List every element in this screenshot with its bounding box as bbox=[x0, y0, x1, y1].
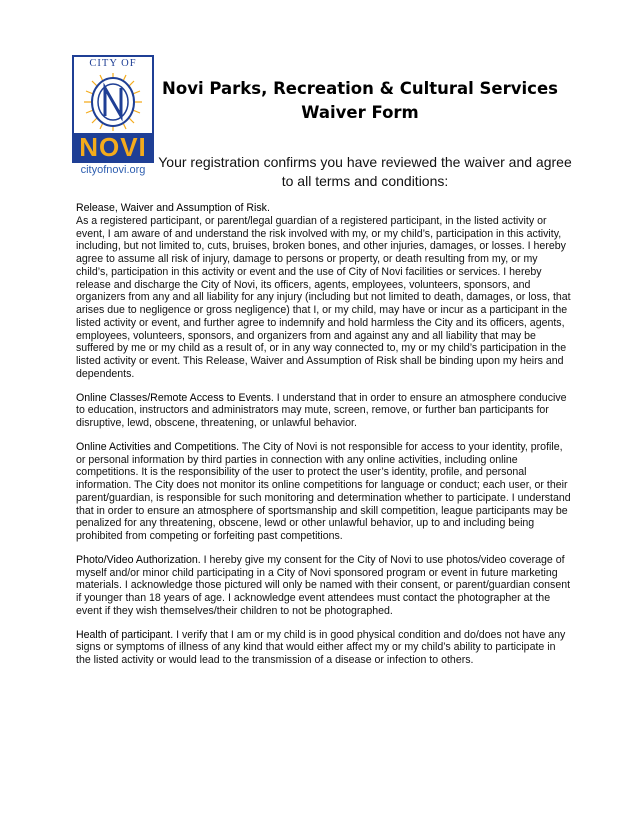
section-heading: Health of participant. bbox=[76, 628, 174, 641]
logo-seal-icon bbox=[78, 71, 148, 133]
section-heading: Online Classes/Remote Access to Events. bbox=[76, 391, 274, 404]
section-text: I understand that in order to ensure an atmosphere conducive to education, instructors and administrators may mute, screen, remove, or further ban participants for disruptive, lewd, obscene, threatening, or unlawful behavior. bbox=[76, 391, 567, 429]
section-text: The City of Novi is not responsible for access to your identity, profile, or personal information by third parties in connection with any online activities, including online competitions. It is the responsibility of the user to protect the user’s identity, profile, and personal information. The City does not monitor its online competitions for language or conduct; each user, or their parent/guardian, is responsible for such monitoring and determination whether to participate. I understand that in order to ensure an atmosphere of sportsmanship and skill competition, league participants may be penalized for any threatening, obscene, lewd or other unlawful behavior, up to and including being prohibited from competing or forfeiting past competitions. bbox=[76, 440, 571, 542]
logo-novi-text: NOVI bbox=[74, 133, 152, 161]
subtitle-line-1: Your registration confirms you have reviewed the waiver and agree bbox=[158, 154, 572, 170]
waiver-section-health bbox=[76, 629, 572, 667]
section-text: As a registered participant, or parent/legal guardian of a registered participant, in the listed activity or event, I am aware of and understand the risk involved with my, or my child’s, participation in this activity, including, but not limited to, cuts, bruises, broken bones, and other injuries, damages, or losses. I hereby agree to assume all risk of injury, damage to persons or property, or death resulting from my, or my child’s, participation in this activity or event and the use of City of Novi facilities or services. I hereby release and discharge the City of Novi, its officers, agents, employees, volunteers, sponsors, and organizers from any and all liability for any injury (including but not limited to death, damages, or loss, that arises due to negligence or gross negligence) that I, or my child, may have or incur as a participant in the listed activity or event, and further agree to indemnify and hold harmless the City and its officers, agents, employees, volunteers, sponsors, and organizers from and against any and all liability that may be suffered by me or my child as a result of, or in any way connected to, my or my child’s participation in the listed activity or event. This Release, Waiver and Assumption of Risk shall be binding upon my heirs and dependents. bbox=[76, 214, 571, 380]
subtitle-line-2: to all terms and conditions: bbox=[281, 173, 449, 189]
title-line-2: Waiver Form bbox=[301, 103, 419, 122]
waiver-section-online-classes bbox=[76, 392, 572, 430]
city-of-novi-logo bbox=[72, 55, 154, 180]
section-heading: Photo/Video Authorization. bbox=[76, 553, 201, 566]
section-heading: Release, Waiver and Assumption of Risk. bbox=[76, 202, 270, 214]
logo-emblem bbox=[72, 55, 154, 163]
section-heading: Online Activities and Competitions. bbox=[76, 440, 240, 453]
waiver-section-online-activities bbox=[76, 441, 572, 543]
section-text: I verify that I am or my child is in good physical condition and do/does not have any signs or symptoms of illness of any kind that would either affect my or my child’s ability to participate in the listed activity or would lead to the transmission of a disease or infection to others. bbox=[76, 628, 566, 666]
waiver-section-photo-video bbox=[76, 554, 572, 618]
title-line-1: Novi Parks, Recreation & Cultural Services bbox=[162, 79, 558, 98]
logo-url: cityofnovi.org bbox=[80, 164, 146, 176]
waiver-section-release bbox=[76, 202, 572, 381]
page-title bbox=[160, 77, 560, 125]
section-text: I hereby give my consent for the City of Novi to use photos/video coverage of myself and/or minor child participating in a City of Novi sponsored program or event in future marketing materials. I acknowledge those pictured will only be named with their consent, or parent/guardian consent if younger than 18 years of age. I acknowledge event attendees must contact the photographer at the event if they wish themselves/their children to not be photographed. bbox=[76, 553, 571, 617]
logo-city-text: CITY OF bbox=[89, 58, 137, 69]
page-subtitle bbox=[155, 153, 575, 191]
waiver-body bbox=[76, 202, 572, 678]
